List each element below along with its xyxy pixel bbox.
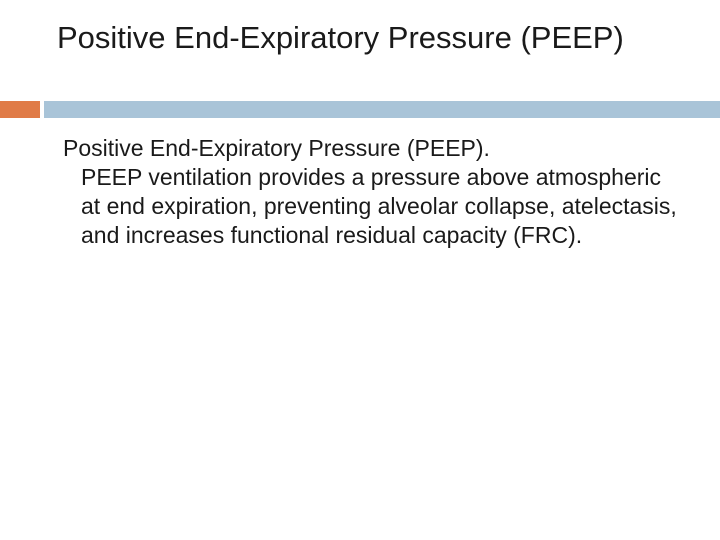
- title-accent-bar: [0, 101, 40, 118]
- slide-title: Positive End-Expiratory Pressure (PEEP): [57, 20, 624, 55]
- body-paragraph: PEEP ventilation provides a pressure above atmospheric at end expiration, preventing alveolar collapse, atelectasis, and increases functional residual capacity (FRC).: [81, 164, 677, 248]
- title-divider-bar: [44, 101, 720, 118]
- body-lead-text: Positive End-Expiratory Pressure (PEEP).: [63, 135, 490, 161]
- slide-body: [63, 134, 683, 250]
